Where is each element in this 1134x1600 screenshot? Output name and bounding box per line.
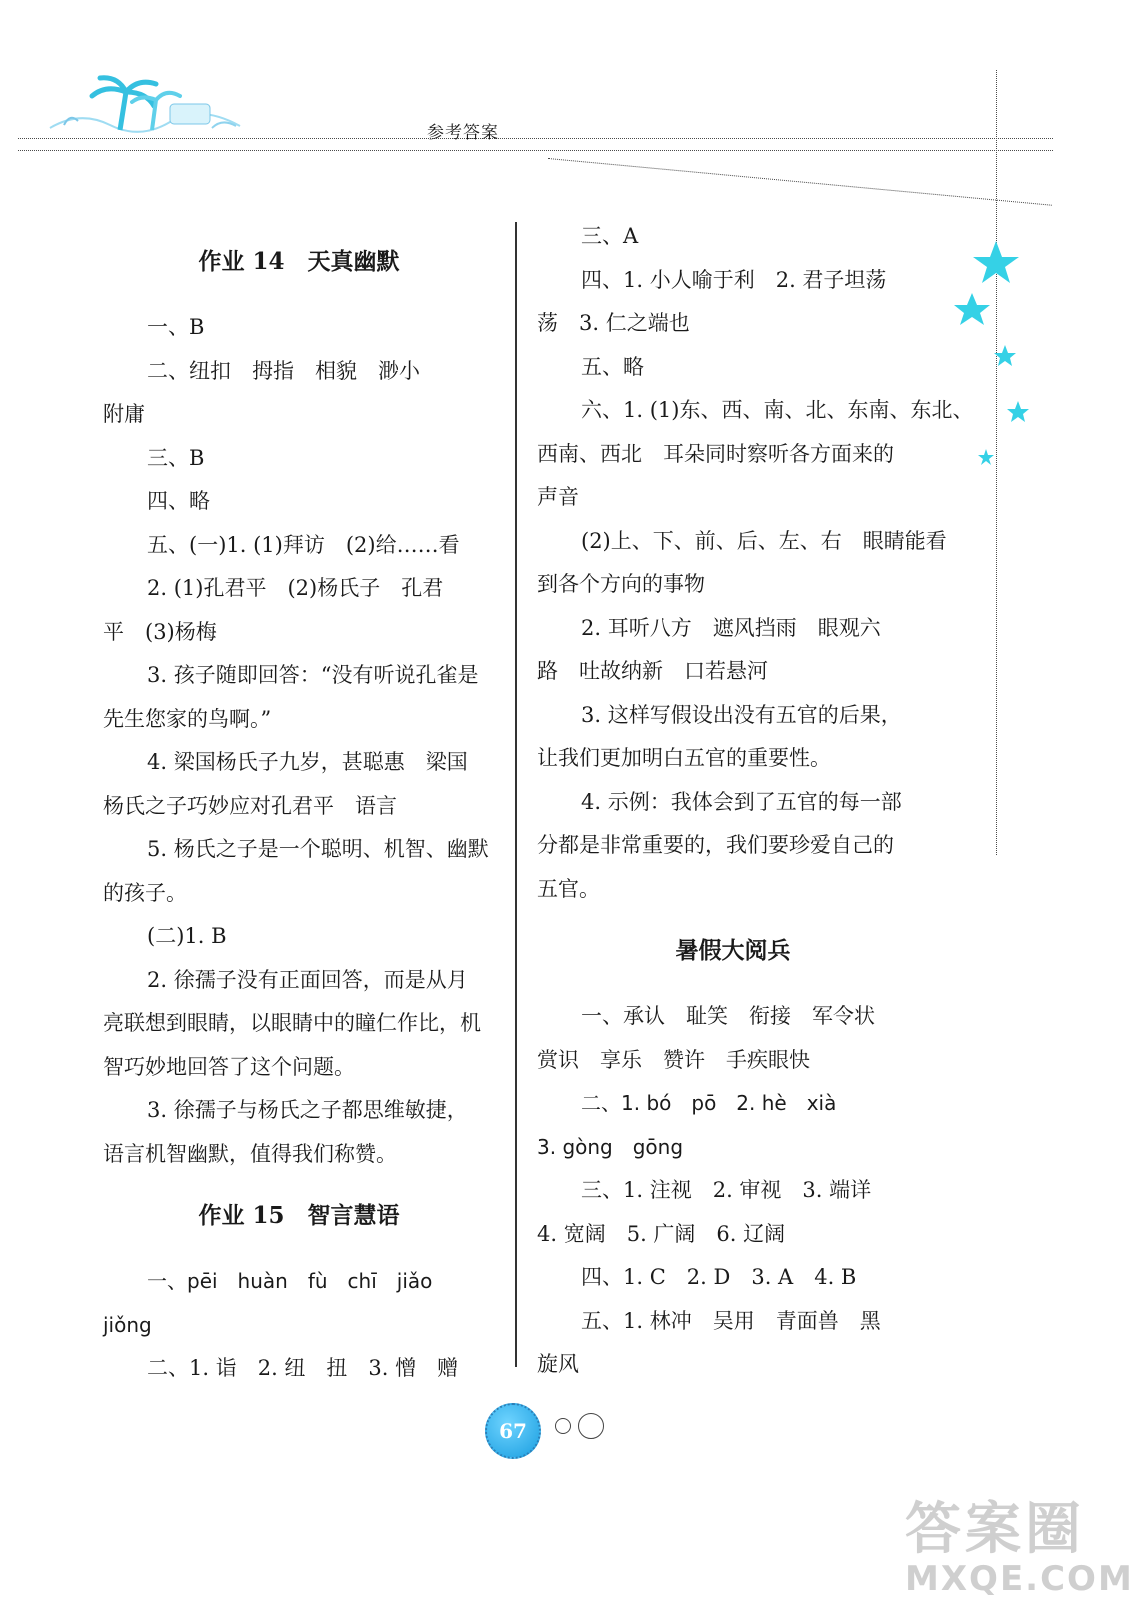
- star-icon: [994, 345, 1016, 366]
- answer-line: 二、1. bó pō 2. hè xià: [581, 1091, 837, 1115]
- answer-line: 3. gòng gōng: [537, 1134, 684, 1159]
- column-divider: [515, 222, 517, 1367]
- answer-line: 4. 梁国杨氏子九岁，甚聪惠 梁国: [147, 750, 468, 774]
- answer-line: 4. 宽阔 5. 广阔 6. 辽阔: [537, 1221, 786, 1246]
- answer-line: 附庸: [103, 402, 145, 426]
- answer-line: 赏识 享乐 赞许 手疾眼快: [537, 1047, 810, 1072]
- header-rule-1: [18, 138, 1053, 139]
- star-icon: [973, 241, 1019, 283]
- answer-line: 二、1. 诣 2. 纽 扭 3. 憎 赠: [147, 1356, 459, 1380]
- answer-line: jiǒng: [103, 1312, 152, 1337]
- answer-line: 智巧妙地回答了这个问题。: [103, 1054, 355, 1079]
- answer-line: 三、1. 注视 2. 审视 3. 端详: [581, 1178, 872, 1202]
- answer-line: 让我们更加明白五官的重要性。: [537, 746, 831, 770]
- answer-line: 四、1. 小人喻于利 2. 君子坦荡: [581, 267, 887, 292]
- answer-line: 旋风: [537, 1352, 579, 1376]
- answer-line: 五官。: [537, 876, 600, 901]
- answer-line: 二、纽扣 拇指 相貌 渺小: [147, 358, 420, 383]
- ring-small: [555, 1418, 571, 1434]
- answer-line: 一、承认 耻笑 衔接 军令状: [581, 1004, 875, 1028]
- section-title: 暑假大阅兵: [675, 937, 791, 964]
- section-title: 作业 15 智言慧语: [198, 1202, 400, 1229]
- answer-line: 到各个方向的事物: [537, 572, 705, 596]
- header-rule-slant: [548, 158, 1052, 206]
- answer-line: 语言机智幽默，值得我们称赞。: [103, 1141, 397, 1166]
- answer-line: (2)上、下、前、后、左、右 眼睛能看: [581, 528, 947, 553]
- answer-line: 路 吐故纳新 口若悬河: [537, 659, 768, 683]
- right-column: [537, 215, 974, 1387]
- star-icon: [978, 449, 994, 465]
- header-title: 参考答案: [427, 123, 499, 143]
- left-column: [103, 232, 495, 1391]
- answer-line: 五、略: [581, 354, 644, 379]
- answer-line: 四、略: [147, 489, 210, 513]
- ring-large: [578, 1413, 604, 1439]
- answer-line: 荡 3. 仁之端也: [537, 311, 690, 335]
- answer-line: 五、(一)1. (1)拜访 (2)给……看: [147, 532, 460, 557]
- palm-tree-logo: [40, 70, 250, 140]
- answer-line: 四、1. C 2. D 3. A 4. B: [581, 1265, 857, 1289]
- answer-line: 西南、西北 耳朵同时察听各方面来的: [537, 441, 894, 466]
- answer-line: 3. 孩子随即回答：“没有听说孔雀是: [147, 663, 479, 687]
- answer-line: 2. 耳听八方 遮风挡雨 眼观六: [581, 615, 881, 640]
- answer-line: 三、B: [147, 445, 205, 470]
- answer-line: 2. 徐孺子没有正面回答，而是从月: [147, 967, 468, 992]
- answer-line: 平 (3)杨梅: [103, 619, 217, 644]
- answer-line: 的孩子。: [103, 880, 187, 905]
- answer-line: 先生您家的鸟啊。”: [103, 706, 272, 731]
- answer-line: 声音: [537, 485, 579, 509]
- answer-line: 杨氏之子巧妙应对孔君平 语言: [103, 793, 397, 818]
- answer-line: (二)1. B: [147, 924, 227, 948]
- watermark-url: MXQE.COM: [905, 1559, 1134, 1599]
- answer-line: 六、1. (1)东、西、南、北、东南、东北、: [581, 398, 974, 422]
- answer-line: 一、B: [147, 315, 205, 339]
- star-icon: [1007, 401, 1029, 422]
- answer-line: 一、pēi huàn fù chī jiǎo: [147, 1269, 433, 1293]
- header-rule-2: [18, 150, 1053, 151]
- answer-line: 3. 这样写假设出没有五官的后果，: [581, 702, 902, 727]
- answer-line: 5. 杨氏之子是一个聪明、机智、幽默: [147, 837, 489, 861]
- star-icon: [954, 293, 990, 325]
- section-title: 作业 14 天真幽默: [198, 248, 400, 275]
- page-number: 67: [485, 1403, 541, 1459]
- answer-line: 4. 示例：我体会到了五官的每一部: [581, 789, 902, 814]
- answer-line: 分都是非常重要的，我们要珍爱自己的: [537, 833, 894, 857]
- answer-line: 2. (1)孔君平 (2)杨氏子 孔君: [147, 576, 444, 600]
- answer-line: 亮联想到眼睛，以眼睛中的瞳仁作比，机: [103, 1011, 481, 1035]
- stars-decoration: [950, 235, 1040, 475]
- answer-line: 五、1. 林冲 吴用 青面兽 黑: [581, 1308, 881, 1333]
- answer-line: 三、A: [581, 224, 639, 248]
- watermark: [905, 1485, 1134, 1599]
- watermark-logo-text: 答案圈: [905, 1497, 1085, 1562]
- answer-line: 3. 徐孺子与杨氏之子都思维敏捷，: [147, 1098, 468, 1122]
